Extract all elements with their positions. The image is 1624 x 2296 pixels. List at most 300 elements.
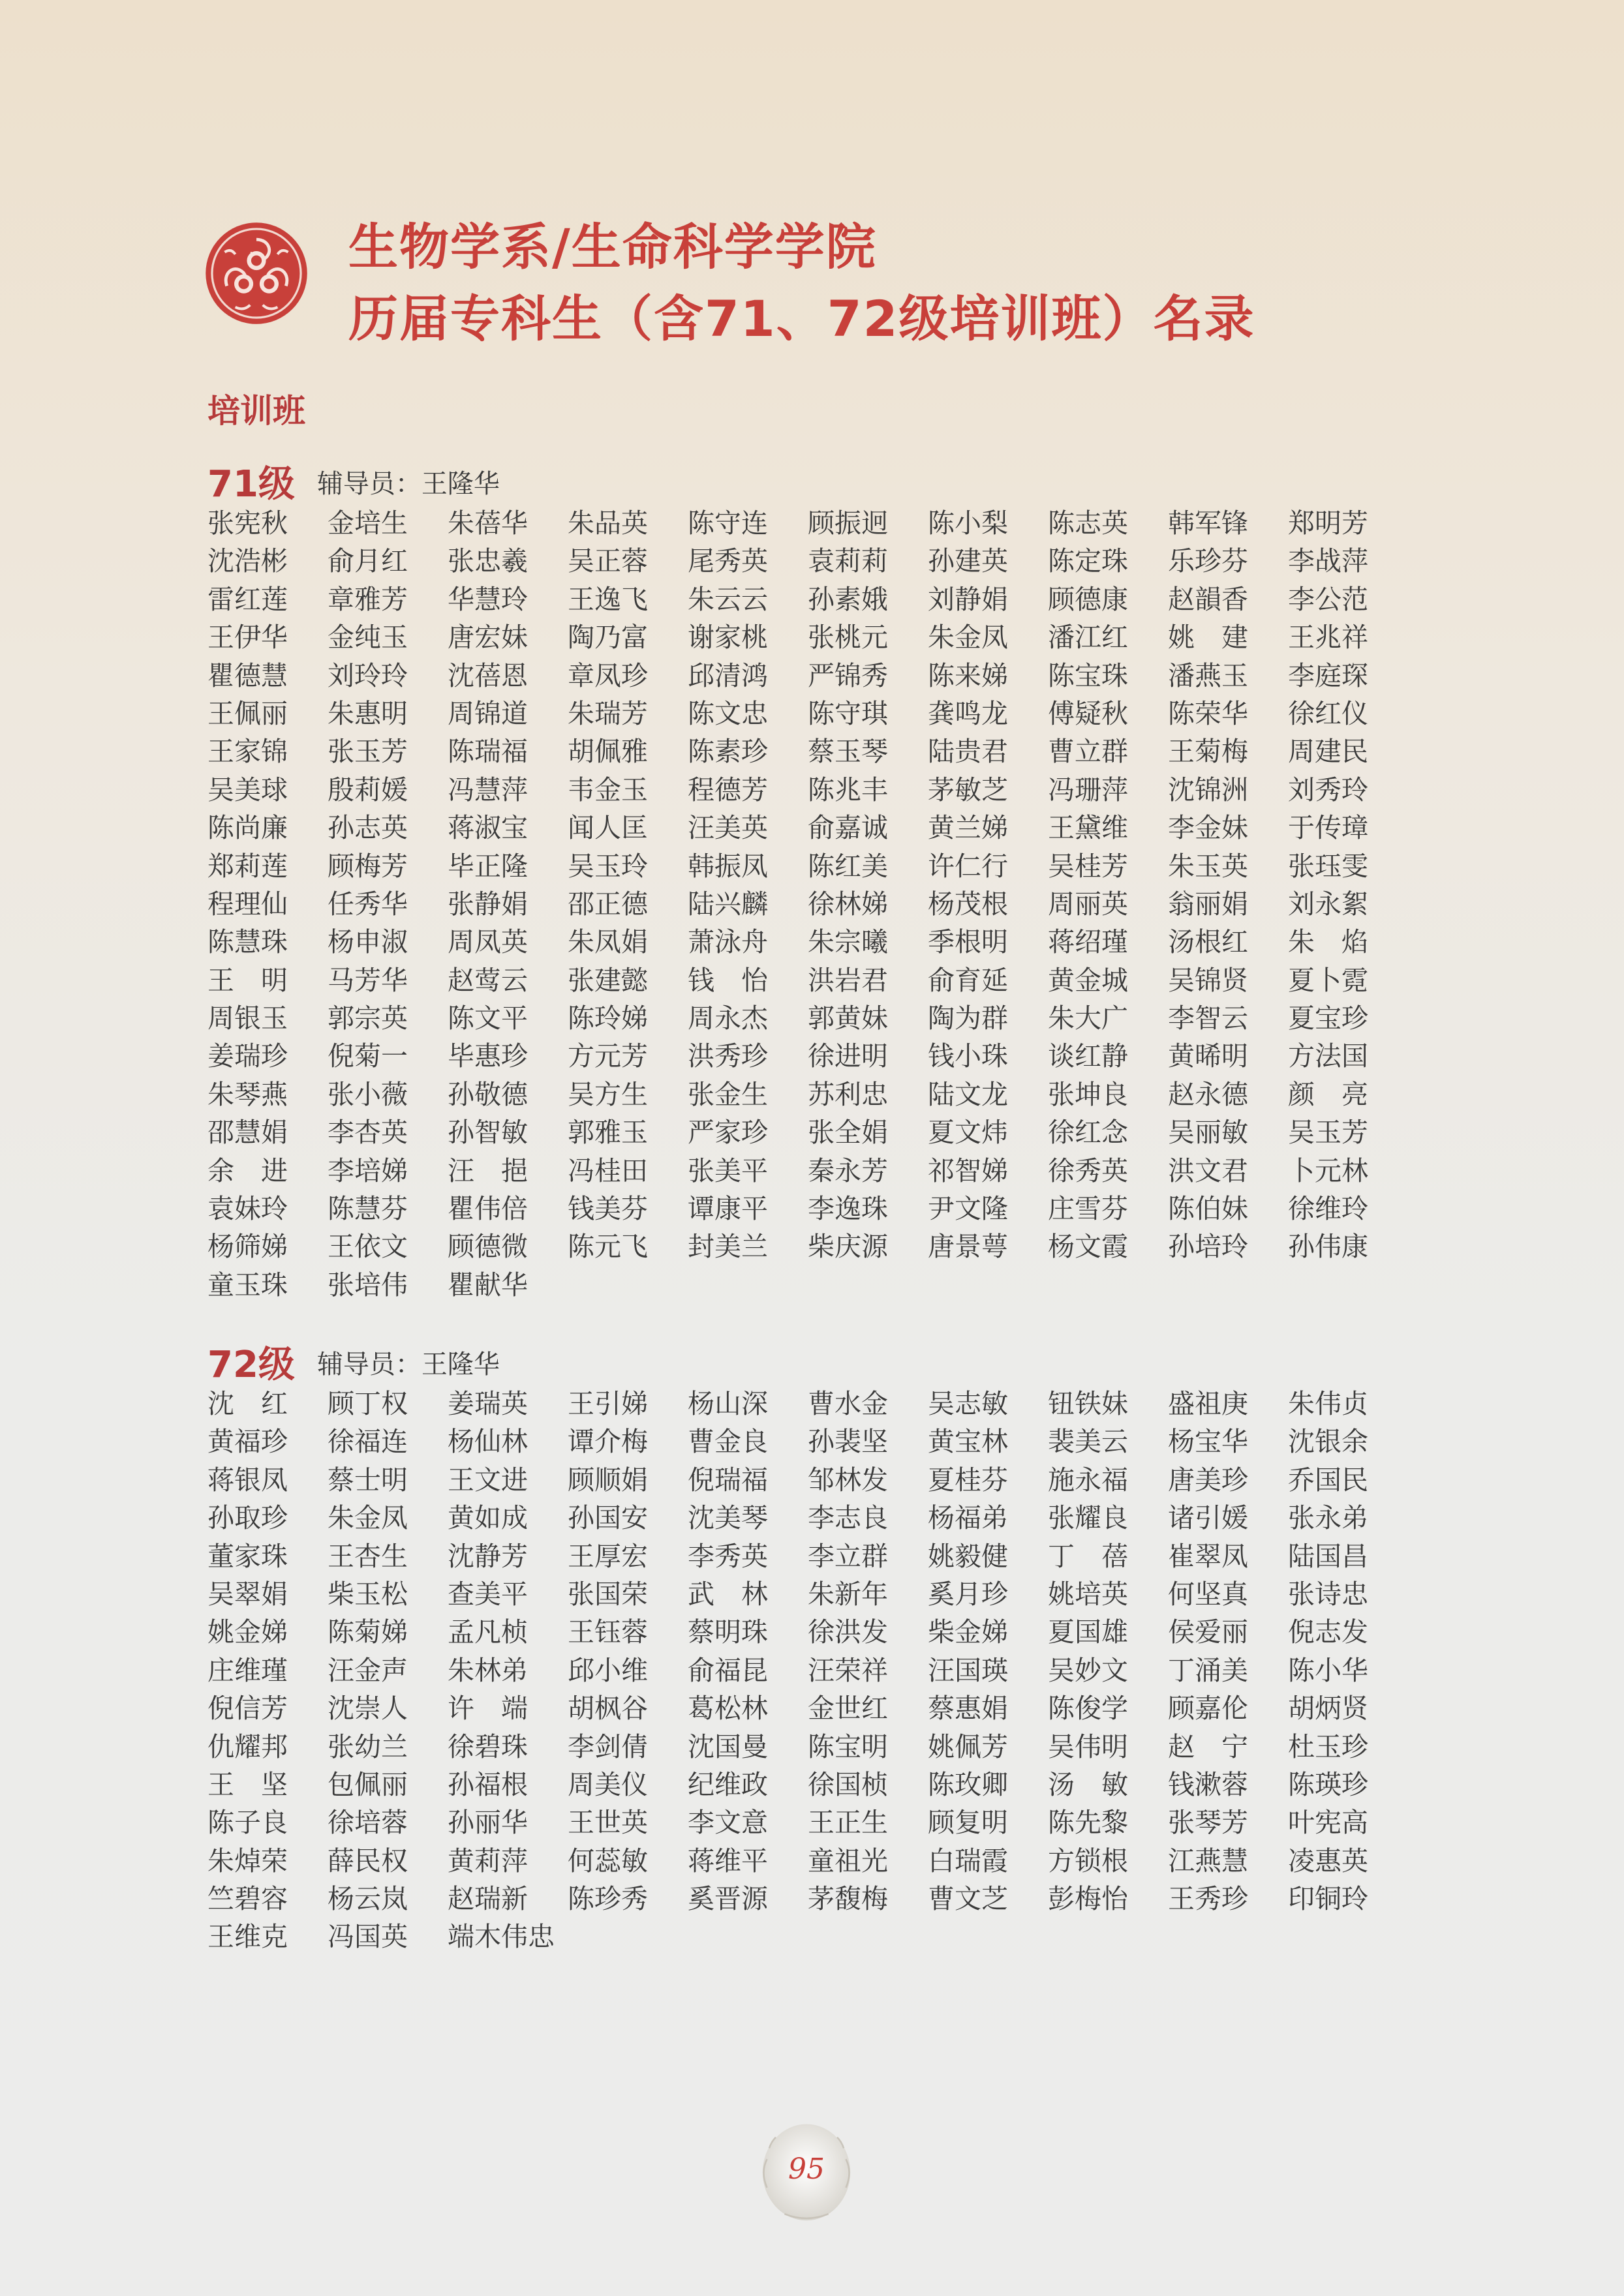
- name-item: 黄晞明: [1168, 1040, 1248, 1072]
- name-item: 陈玫卿: [928, 1768, 1008, 1800]
- name-item: 吴正蓉: [568, 545, 648, 577]
- name-item: 吴玉玲: [568, 850, 648, 882]
- name-item: 朱凤娟: [568, 926, 648, 958]
- name-item: 杜玉珍: [1288, 1730, 1368, 1762]
- name-item: 黄宝林: [928, 1426, 1008, 1458]
- name-item: 程德芳: [688, 774, 768, 806]
- name-item: 李战萍: [1288, 545, 1368, 577]
- name-item: 杨文霞: [1048, 1231, 1128, 1263]
- name-item: 蔡明珠: [688, 1616, 768, 1648]
- name-item: 张永弟: [1288, 1502, 1368, 1534]
- name-item: 陈宝珠: [1048, 659, 1128, 691]
- name-item: 奚晋源: [688, 1883, 768, 1915]
- name-item: 蔡惠娟: [928, 1693, 1008, 1725]
- name-item: 李立群: [808, 1540, 888, 1572]
- name-item: 杨云岚: [328, 1883, 408, 1915]
- name-item: 乔国民: [1288, 1464, 1368, 1496]
- name-item: 吴志敏: [928, 1388, 1008, 1419]
- name-item: 于传璋: [1288, 812, 1368, 844]
- advisor-label: 辅导员：王隆华: [316, 468, 500, 499]
- name-item: 吴伟明: [1048, 1730, 1128, 1762]
- name-item: 陶乃富: [568, 622, 648, 654]
- name-item: 唐美珍: [1168, 1464, 1248, 1496]
- name-list: [207, 504, 1408, 1304]
- name-item: 陈文忠: [688, 697, 768, 729]
- name-item: 严锦秀: [808, 659, 888, 691]
- name-item: 吴翠娟: [207, 1578, 288, 1610]
- name-item: 杨福弟: [928, 1502, 1008, 1534]
- name-item: 朱新年: [808, 1578, 888, 1610]
- name-item: 蒋维平: [688, 1845, 768, 1877]
- name-item: 王佩丽: [207, 697, 288, 729]
- name-item: 袁妹玲: [207, 1193, 288, 1225]
- name-item: 赵莺云: [448, 964, 528, 996]
- name-item: 孙素娥: [808, 583, 888, 615]
- name-item: 冯慧萍: [448, 774, 528, 806]
- name-item: 张美平: [688, 1155, 768, 1186]
- name-item: 陈宝明: [808, 1730, 888, 1762]
- name-item: 仇耀邦: [207, 1730, 288, 1762]
- page-title-line2: 历届专科生（含71、72级培训班）名录: [348, 290, 1255, 348]
- section-title: 培训班: [207, 392, 305, 430]
- name-item: 李剑倩: [568, 1730, 648, 1762]
- name-item: 傅疑秋: [1048, 697, 1128, 729]
- name-item: 唐宏妹: [448, 622, 528, 654]
- name-item: 徐红仪: [1288, 697, 1368, 729]
- name-item: 陈菊娣: [328, 1616, 408, 1648]
- name-item: 曹水金: [808, 1388, 888, 1419]
- name-item: 纪维政: [688, 1768, 768, 1800]
- name-item: 陈伯妹: [1168, 1193, 1248, 1225]
- name-item: 倪瑞福: [688, 1464, 768, 1496]
- name-item: 刘秀玲: [1288, 774, 1368, 806]
- name-item: 杨仙林: [448, 1426, 528, 1458]
- name-item: 郭黄妹: [808, 1003, 888, 1035]
- name-item: 孙建英: [928, 545, 1008, 577]
- name-item: 李逸珠: [808, 1193, 888, 1225]
- name-item: 丁 蓓: [1048, 1540, 1128, 1572]
- name-item: 俞嘉诚: [808, 812, 888, 844]
- name-item: 蒋淑宝: [448, 812, 528, 844]
- name-item: 顾顺娟: [568, 1464, 648, 1496]
- name-item: 陈先黎: [1048, 1807, 1128, 1839]
- name-item: 方法国: [1288, 1040, 1368, 1072]
- name-item: 周锦道: [448, 697, 528, 729]
- name-item: 汪国瑛: [928, 1654, 1008, 1686]
- name-item: 陆贵君: [928, 736, 1008, 768]
- name-item: 吴玉芳: [1288, 1117, 1368, 1149]
- name-item: 孙取珍: [207, 1502, 288, 1534]
- name-item: 曹立群: [1048, 736, 1128, 768]
- name-item: 王伊华: [207, 622, 288, 654]
- name-item: 马芳华: [328, 964, 408, 996]
- name-item: 张金生: [688, 1078, 768, 1110]
- name-item: 徐维玲: [1288, 1193, 1368, 1225]
- name-item: 顾德康: [1048, 583, 1128, 615]
- name-item: 李培娣: [328, 1155, 408, 1186]
- name-item: 李志良: [808, 1502, 888, 1534]
- name-item: 汪金声: [328, 1654, 408, 1686]
- name-item: 陆兴麟: [688, 888, 768, 920]
- name-item: 杨山深: [688, 1388, 768, 1419]
- name-item: 洪文君: [1168, 1155, 1248, 1186]
- name-item: 沈锦洲: [1168, 774, 1248, 806]
- name-item: 尾秀英: [688, 545, 768, 577]
- name-item: 张静娟: [448, 888, 528, 920]
- name-item: 王维克: [207, 1921, 288, 1953]
- name-item: 陈元飞: [568, 1231, 648, 1263]
- name-item: 端木伟忠: [448, 1921, 555, 1953]
- name-item: 诸引媛: [1168, 1502, 1248, 1534]
- name-item: 萧泳舟: [688, 926, 768, 958]
- name-item: 朱惠明: [328, 697, 408, 729]
- name-item: 徐国桢: [808, 1768, 888, 1800]
- name-item: 吴丽敏: [1168, 1117, 1248, 1149]
- name-item: 徐秀英: [1048, 1155, 1128, 1186]
- name-item: 汤根红: [1168, 926, 1248, 958]
- name-item: 赵永德: [1168, 1078, 1248, 1110]
- advisor-label: 辅导员：王隆华: [316, 1349, 500, 1380]
- name-item: 毕惠珍: [448, 1040, 528, 1072]
- name-item: 王 明: [207, 964, 288, 996]
- name-item: 黄福珍: [207, 1426, 288, 1458]
- name-item: 朱琴燕: [207, 1078, 288, 1110]
- name-item: 姚毅健: [928, 1540, 1008, 1572]
- name-item: 张玉芳: [328, 736, 408, 768]
- name-item: 邱清鸿: [688, 659, 768, 691]
- name-item: 王 坚: [207, 1768, 288, 1800]
- name-item: 吴妙文: [1048, 1654, 1128, 1686]
- name-item: 郭雅玉: [568, 1117, 648, 1149]
- name-item: 杨茂根: [928, 888, 1008, 920]
- name-item: 季根明: [928, 926, 1008, 958]
- name-item: 蔡玉琴: [808, 736, 888, 768]
- name-item: 徐红念: [1048, 1117, 1128, 1149]
- name-item: 王世英: [568, 1807, 648, 1839]
- name-item: 陈荣华: [1168, 697, 1248, 729]
- name-item: 朱 焰: [1288, 926, 1368, 958]
- name-item: 陈小华: [1288, 1654, 1368, 1686]
- name-item: 朱金凤: [928, 622, 1008, 654]
- name-item: 袁莉莉: [808, 545, 888, 577]
- name-item: 顾嘉伦: [1168, 1693, 1248, 1725]
- name-item: 王菊梅: [1168, 736, 1248, 768]
- name-item: 李庭琛: [1288, 659, 1368, 691]
- name-item: 朱玉英: [1168, 850, 1248, 882]
- grade-label: 72级: [207, 1344, 295, 1386]
- name-item: 刘玲玲: [328, 659, 408, 691]
- name-item: 张全娟: [808, 1117, 888, 1149]
- name-item: 葛松林: [688, 1693, 768, 1725]
- name-item: 柴玉松: [328, 1578, 408, 1610]
- name-item: 翁丽娟: [1168, 888, 1248, 920]
- name-item: 秦永芳: [808, 1155, 888, 1186]
- name-item: 章雅芳: [328, 583, 408, 615]
- name-item: 冯国英: [328, 1921, 408, 1953]
- name-item: 张琴芳: [1168, 1807, 1248, 1839]
- name-item: 茅馥梅: [808, 1883, 888, 1915]
- name-item: 孙裴坚: [808, 1426, 888, 1458]
- name-item: 徐培蓉: [328, 1807, 408, 1839]
- name-item: 奚月珍: [928, 1578, 1008, 1610]
- name-item: 陈慧珠: [207, 926, 288, 958]
- name-item: 黄金城: [1048, 964, 1128, 996]
- name-item: 谭介梅: [568, 1426, 648, 1458]
- name-item: 叶宪高: [1288, 1807, 1368, 1839]
- name-item: 胡佩雅: [568, 736, 648, 768]
- name-item: 冯桂田: [568, 1155, 648, 1186]
- name-item: 朱伟贞: [1288, 1388, 1368, 1419]
- name-item: 章凤珍: [568, 659, 648, 691]
- name-item: 金纯玉: [328, 622, 408, 654]
- name-item: 崔翠凤: [1168, 1540, 1248, 1572]
- name-item: 孙丽华: [448, 1807, 528, 1839]
- name-item: 沈银余: [1288, 1426, 1368, 1458]
- name-item: 严家珍: [688, 1117, 768, 1149]
- name-item: 彭梅怡: [1048, 1883, 1128, 1915]
- name-item: 印铜玲: [1288, 1883, 1368, 1915]
- name-item: 俞福昆: [688, 1654, 768, 1686]
- page-number: 95: [788, 2152, 825, 2186]
- name-item: 姚金娣: [207, 1616, 288, 1648]
- name-item: 尹文隆: [928, 1193, 1008, 1225]
- name-item: 华慧玲: [448, 583, 528, 615]
- name-item: 柴庆源: [808, 1231, 888, 1263]
- department-logo-icon: [204, 220, 309, 326]
- name-item: 王逸飞: [568, 583, 648, 615]
- name-item: 苏利忠: [808, 1078, 888, 1110]
- name-item: 雷红莲: [207, 583, 288, 615]
- name-item: 蒋绍瑾: [1048, 926, 1128, 958]
- name-item: 张培伟: [328, 1269, 408, 1301]
- name-item: 陶为群: [928, 1003, 1008, 1035]
- name-item: 程理仙: [207, 888, 288, 920]
- name-item: 陈志英: [1048, 507, 1128, 539]
- name-item: 凌惠英: [1288, 1845, 1368, 1877]
- name-item: 侯爱丽: [1168, 1616, 1248, 1648]
- name-item: 周美仪: [568, 1768, 648, 1800]
- name-item: 朱大广: [1048, 1003, 1128, 1035]
- name-list: [207, 1385, 1408, 1956]
- name-item: 周丽英: [1048, 888, 1128, 920]
- name-item: 夏文炜: [928, 1117, 1008, 1149]
- name-item: 曹金良: [688, 1426, 768, 1458]
- page-title-line1: 生物学系/生命科学学院: [348, 218, 877, 276]
- name-item: 潘燕玉: [1168, 659, 1248, 691]
- name-item: 王杏生: [328, 1540, 408, 1572]
- name-item: 李公范: [1288, 583, 1368, 615]
- name-item: 王依文: [328, 1231, 408, 1263]
- name-item: 周建民: [1288, 736, 1368, 768]
- name-item: 邱小维: [568, 1654, 648, 1686]
- name-item: 钱美芬: [568, 1193, 648, 1225]
- name-item: 钮铁妹: [1048, 1388, 1128, 1419]
- name-item: 李智云: [1168, 1003, 1248, 1035]
- name-item: 童玉珠: [207, 1269, 288, 1301]
- name-item: 朱宗曦: [808, 926, 888, 958]
- name-item: 姚培英: [1048, 1578, 1128, 1610]
- name-item: 孙敬德: [448, 1078, 528, 1110]
- name-item: 江燕慧: [1168, 1845, 1248, 1877]
- name-item: 童祖光: [808, 1845, 888, 1877]
- name-item: 金培生: [328, 507, 408, 539]
- name-item: 包佩丽: [328, 1768, 408, 1800]
- name-item: 董家珠: [207, 1540, 288, 1572]
- name-item: 姜瑞英: [448, 1388, 528, 1419]
- name-item: 韩军锋: [1168, 507, 1248, 539]
- name-item: 陈文平: [448, 1003, 528, 1035]
- name-item: 颜 亮: [1288, 1078, 1368, 1110]
- name-item: 陈守琪: [808, 697, 888, 729]
- name-item: 王兆祥: [1288, 622, 1368, 654]
- name-item: 沈静芳: [448, 1540, 528, 1572]
- name-item: 陈俊学: [1048, 1693, 1128, 1725]
- name-item: 顾复明: [928, 1807, 1008, 1839]
- name-item: 谭康平: [688, 1193, 768, 1225]
- name-item: 谈红静: [1048, 1040, 1128, 1072]
- name-item: 周凤英: [448, 926, 528, 958]
- name-item: 孟凡桢: [448, 1616, 528, 1648]
- name-item: 沈蓓恩: [448, 659, 528, 691]
- name-item: 朱焯荣: [207, 1845, 288, 1877]
- name-item: 沈崇人: [328, 1693, 408, 1725]
- name-item: 陆国昌: [1288, 1540, 1368, 1572]
- name-item: 沈浩彬: [207, 545, 288, 577]
- name-item: 张幼兰: [328, 1730, 408, 1762]
- name-item: 顾振迥: [808, 507, 888, 539]
- name-item: 韩振凤: [688, 850, 768, 882]
- name-item: 庄维瑾: [207, 1654, 288, 1686]
- name-item: 陈尚廉: [207, 812, 288, 844]
- name-item: 王引娣: [568, 1388, 648, 1419]
- name-item: 瞿德慧: [207, 659, 288, 691]
- name-item: 陈来娣: [928, 659, 1008, 691]
- name-item: 蒋银凤: [207, 1464, 288, 1496]
- name-item: 毕正隆: [448, 850, 528, 882]
- name-item: 张耀良: [1048, 1502, 1128, 1534]
- name-item: 封美兰: [688, 1231, 768, 1263]
- name-item: 孙福根: [448, 1768, 528, 1800]
- name-item: 钱小珠: [928, 1040, 1008, 1072]
- name-item: 龚鸣龙: [928, 697, 1008, 729]
- name-item: 白瑞霞: [928, 1845, 1008, 1877]
- name-item: 钱漱蓉: [1168, 1768, 1248, 1800]
- name-item: 洪秀珍: [688, 1040, 768, 1072]
- name-item: 郑莉莲: [207, 850, 288, 882]
- name-item: 王家锦: [207, 736, 288, 768]
- name-item: 夏国雄: [1048, 1616, 1128, 1648]
- name-item: 王钰蓉: [568, 1616, 648, 1648]
- name-item: 蔡士明: [328, 1464, 408, 1496]
- name-item: 唐景萼: [928, 1231, 1008, 1263]
- name-item: 朱林弟: [448, 1654, 528, 1686]
- name-item: 冯珊萍: [1048, 774, 1128, 806]
- name-item: 杨申淑: [328, 926, 408, 958]
- name-item: 朱品英: [568, 507, 648, 539]
- name-item: 刘静娟: [928, 583, 1008, 615]
- name-item: 盛祖庚: [1168, 1388, 1248, 1419]
- name-item: 黄莉萍: [448, 1845, 528, 1877]
- name-item: 潘江红: [1048, 622, 1128, 654]
- name-item: 张珏雯: [1288, 850, 1368, 882]
- name-item: 张建懿: [568, 964, 648, 996]
- name-item: 徐洪发: [808, 1616, 888, 1648]
- name-item: 孙志英: [328, 812, 408, 844]
- name-item: 查美平: [448, 1578, 528, 1610]
- name-item: 汪 挹: [448, 1155, 528, 1186]
- name-item: 陈玲娣: [568, 1003, 648, 1035]
- name-item: 朱云云: [688, 583, 768, 615]
- name-item: 邹林发: [808, 1464, 888, 1496]
- name-item: 吴方生: [568, 1078, 648, 1110]
- name-item: 卜元林: [1288, 1155, 1368, 1186]
- name-item: 王黛维: [1048, 812, 1128, 844]
- name-item: 陈慧芬: [328, 1193, 408, 1225]
- name-item: 谢家桃: [688, 622, 768, 654]
- name-item: 王厚宏: [568, 1540, 648, 1572]
- name-item: 张桃元: [808, 622, 888, 654]
- group-72: [207, 1339, 1408, 1956]
- name-item: 裴美云: [1048, 1426, 1128, 1458]
- name-item: 方元芳: [568, 1040, 648, 1072]
- name-item: 汤 敏: [1048, 1768, 1128, 1800]
- name-item: 朱金凤: [328, 1502, 408, 1534]
- name-item: 丁涌美: [1168, 1654, 1248, 1686]
- group-71: [207, 459, 1408, 1304]
- name-item: 沈美琴: [688, 1502, 768, 1534]
- name-item: 孙伟康: [1288, 1231, 1368, 1263]
- name-item: 杨筛娣: [207, 1231, 288, 1263]
- name-item: 胡枫谷: [568, 1693, 648, 1725]
- name-item: 李金妹: [1168, 812, 1248, 844]
- name-item: 余 进: [207, 1155, 288, 1186]
- name-item: 瞿伟倍: [448, 1193, 528, 1225]
- name-item: 倪菊一: [328, 1040, 408, 1072]
- name-item: 张诗忠: [1288, 1578, 1368, 1610]
- name-item: 倪志发: [1288, 1616, 1368, 1648]
- name-item: 姚 建: [1168, 622, 1248, 654]
- name-item: 王正生: [808, 1807, 888, 1839]
- name-item: 柴金娣: [928, 1616, 1008, 1648]
- name-item: 乐珍芬: [1168, 545, 1248, 577]
- name-item: 李杏英: [328, 1117, 408, 1149]
- name-item: 王秀珍: [1168, 1883, 1248, 1915]
- name-item: 俞育延: [928, 964, 1008, 996]
- name-item: 任秀华: [328, 888, 408, 920]
- name-item: 何蕊敏: [568, 1845, 648, 1877]
- name-item: 张宪秋: [207, 507, 288, 539]
- name-item: 夏宝珍: [1288, 1003, 1368, 1035]
- name-item: 张国荣: [568, 1578, 648, 1610]
- name-item: 陈兆丰: [808, 774, 888, 806]
- name-item: 吴锦贤: [1168, 964, 1248, 996]
- name-item: 何坚真: [1168, 1578, 1248, 1610]
- name-item: 姚佩芳: [928, 1730, 1008, 1762]
- name-item: 杨宝华: [1168, 1426, 1248, 1458]
- name-item: 胡炳贤: [1288, 1693, 1368, 1725]
- name-item: 陈瑞福: [448, 736, 528, 768]
- name-item: 竺碧容: [207, 1883, 288, 1915]
- name-item: 汪美英: [688, 812, 768, 844]
- name-item: 黄如成: [448, 1502, 528, 1534]
- name-item: 茅敏芝: [928, 774, 1008, 806]
- name-item: 闻人匡: [568, 812, 648, 844]
- name-item: 周永杰: [688, 1003, 768, 1035]
- name-item: 朱蓓华: [448, 507, 528, 539]
- name-item: 沈国曼: [688, 1730, 768, 1762]
- name-item: 孙培玲: [1168, 1231, 1248, 1263]
- name-item: 陆文龙: [928, 1078, 1008, 1110]
